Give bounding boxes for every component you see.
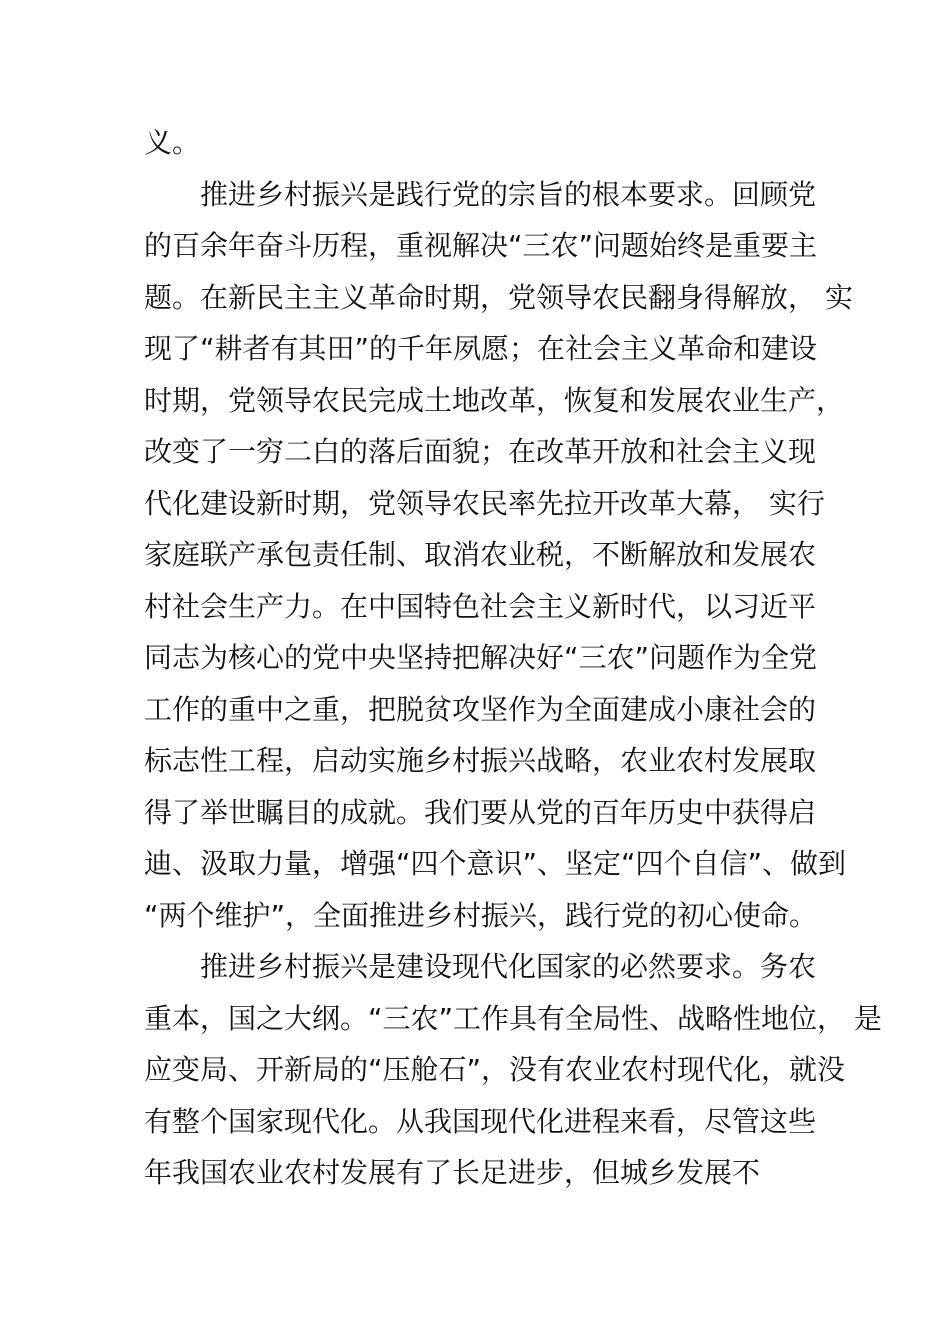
text-line: 改变了一穷二白的落后面貌；在改革开放和社会主义现 bbox=[144, 435, 817, 468]
text-line: 得了举世瞩目的成就。我们要从党的百年历史中获得启 bbox=[144, 795, 817, 829]
text-line: “两个维护”，全面推进乡村振兴，践行党的初心使命。 bbox=[144, 898, 818, 932]
text-line: 同志为核心的党中央坚持把解决好“三农”问题作为全党 bbox=[144, 641, 818, 674]
text-line: 村社会生产力。在中国特色社会主义新时代，以习近平 bbox=[144, 589, 817, 623]
text-line: 工作的重中之重，把脱贫攻坚作为全面建成小康社会的 bbox=[144, 692, 817, 726]
paragraph-first-line: 推进乡村振兴是建设现代化国家的必然要求。务农 bbox=[200, 950, 817, 983]
text-line: 重本，国之大纲。“三农”工作具有全局性、战略性地位， 是 bbox=[144, 1001, 882, 1035]
text-line: 应变局、开新局的“压舱石”，没有农业农村现代化，就没 bbox=[144, 1053, 846, 1086]
text-line: 有整个国家现代化。从我国现代化进程来看，尽管这些 bbox=[144, 1104, 817, 1138]
paragraph-first-line: 推进乡村振兴是践行党的宗旨的根本要求。回顾党 bbox=[200, 177, 817, 211]
text-line: 的百余年奋斗历程，重视解决“三农”问题始终是重要主 bbox=[144, 229, 818, 262]
text-line: 家庭联产承包责任制、取消农业税，不断解放和发展农 bbox=[144, 538, 817, 571]
text-line: 现了“耕者有其田”的千年夙愿；在社会主义革命和建设 bbox=[144, 332, 818, 365]
text-line: 题。在新民主主义革命时期，党领导农民翻身得解放， 实 bbox=[144, 280, 853, 314]
text-line: 年我国农业农村发展有了长足进步，但城乡发展不 bbox=[144, 1156, 761, 1189]
text-line: 代化建设新时期，党领导农民率先拉开改革大幕， 实行 bbox=[144, 486, 825, 520]
text-line: 迪、汲取力量，增强“四个意识”、坚定“四个自信”、做到 bbox=[144, 847, 847, 880]
text-line: 标志性工程，启动实施乡村振兴战略，农业农村发展取 bbox=[144, 744, 817, 777]
text-line: 义。 bbox=[144, 126, 201, 159]
text-line: 时期，党领导农民完成土地改革，恢复和发展农业生产， bbox=[144, 383, 845, 417]
body-text bbox=[144, 117, 882, 1199]
